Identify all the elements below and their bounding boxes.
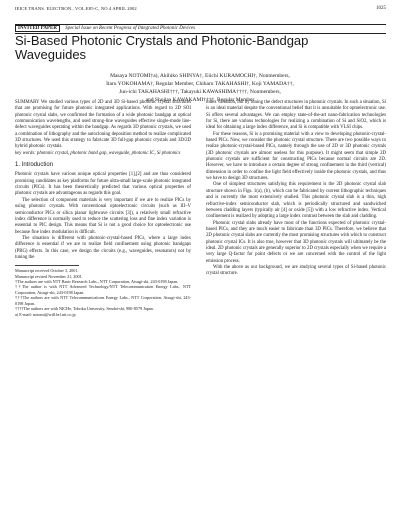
authors-line-2: Itaru YOKOHAMA†, Regular Member, Chiharu TAKAHASHI†, Koji YAMADA††, <box>106 81 294 87</box>
footnote: Manuscript received October 3, 2001. <box>15 268 79 274</box>
footnote-rule <box>15 265 79 266</box>
intro-paragraph-1: Photonic crystals have various unique optical properties [1],[2] and are thus considered promising candidates as key platforms for future ultra-small large-scale photonic integrated circuits (PICs). It has been theoretically predicted that various optical properties of photonic crystals are advantageous as regards this goal. <box>15 172 191 197</box>
right-column <box>206 100 386 278</box>
running-head: IEICE TRANS. ELECTRON., VOL.E85-C, NO.4 APRIL 2002 <box>15 6 137 11</box>
paper-title <box>15 34 308 62</box>
summary-text: SUMMARY We studied various types of 2D and 3D Si-based photonic crystal structures that are promising for future photonic integrated applications. With regard to 2D SOI photonic crystal slabs, we confirmed the formation of a wide photonic bandgap at optical communication wavelengths, and used strong-line waveguides effective single-mode line-defect waveguides operating within the bandgap. As regards 3D photonic crystals, we used a combination of lithography and the autocloning deposition method to realize complicated 3D structures. We used this strategy to fabricate 3D full-gap photonic crystals and 3D/2D hybrid photonic crystals. <box>15 100 191 150</box>
footnote: Manuscript revised November 21, 2001. <box>15 273 83 279</box>
footnote: ††The author is with NTT Advanced Technology/NTT Telecommunication Energy Labs., NTT Corporation, Atsugi-shi, 243-0198 Japan. <box>15 284 191 295</box>
authors-line-1: Masaya NOTOMI†a), Akihiko SHINYA†, Eiichi KURAMOCHI†, Nonmembers, <box>110 73 290 79</box>
title-line-1: Si-Based Photonic Crystals and Photonic-Bandgap <box>15 33 309 48</box>
body-paragraph-5: With the above as our background, we are studying several types of Si-based photonic crystal structure. <box>206 264 386 277</box>
title-line-2: Waveguides <box>15 47 87 62</box>
body-paragraph-4: Photonic crystal slabs already have most of the functions expected of photonic crystal-based PICs, and they are much easier to fabricate than 3D PICs. Therefore, we believe that 2D photonic crystal slabs are currently the most promising structures with which to construct photonic crystal ICs. It is also true, however that 3D photonic crystals will ultimately be the ideal. 2D photonic crystals are generally superior to 2D crystals especially when we require a very large Q-factor for point defects or we are concerned with the control of the light emission process. <box>206 220 386 264</box>
section-heading: 1. Introduction <box>15 162 54 169</box>
left-column <box>15 100 191 317</box>
footnote: †The authors are with NTT Basic Research Labs., NTT Corporation, Atsugi-shi, 243-0198 Japan. <box>15 279 179 285</box>
footnote: ††††The authors are with NICHe, Tohoku University, Sendai-shi, 980-8579 Japan. <box>15 306 154 312</box>
footnote-email: a) E-mail: notomi@will.brl.ntt.co.jp <box>15 311 76 317</box>
intro-paragraph-2: The selection of component materials is very important if we are to realize PICs by using photonic crystals. With conventional optoelectronic circuits (such as III–V semiconductor PICs or silica planar lightwave circuits [3]), a relatively small refractive index difference is normally used to reduce the scattering loss and fine index variation is essential to PIC design. This means that Si is not a good choice for optoelectronic use because fine index modulation is difficult. <box>15 197 191 235</box>
footnote: †††The authors are with NTT Telecommunications Energy Labs., NTT Corporation, Atsugi-shi, 243-0198 Japan. <box>15 295 191 306</box>
intro-paragraph-3: The situation is different with photonic-crystal-based PICs, where a large index difference is essential if we are to realize field confinement using photonic bandgaps (PBG) effects. In this case, we design the circuits (e.g., waveguides, resonators) not by tuning the <box>15 235 191 260</box>
keywords: key words: photonic crystal, photonic band gap, waveguide, photonic IC, Si photonics <box>15 150 181 156</box>
authors-line-3: Jun-ichi TAKAHASHI†††, Takayuki KAWASHIMA††††, Nonmembers, <box>119 89 281 95</box>
invited-paper-tag: INVITED PAPER <box>15 25 60 32</box>
body-paragraph-3: One of simplest structures satisfying this requirement is the 2D photonic crystal slab structure shown in Figs. 1(a), (b), which can be fabricated by current lithographic techniques and is currently the most extensively studied. This photonic crystal slab is a thin, high refractive-index semiconductor slab, which is periodically structured and sandwiched between cladding layers (typically air [4] or oxide [5]) with a low refractive index. Vertical confinement is realized by adopting a large index contrast between the slab and cladding. <box>206 182 386 220</box>
page-number: 1025 <box>376 6 386 11</box>
body-paragraph-2: For these reasons, Si is a promising material with a view to developing photonic-crystal-based PICs. Now, we consider the photonic crystal structure. There are two possible ways to realize photonic-crystal-based PICs, namely through the use of 2D or 3D photonic crystals (3D photonic crystals are almost useless for this purpose). It might seem that simple 2D photonic crystals are sufficient for constructing PICs because normal circuits are 2D. However, we have to introduce a certain degree of strong confinement in the third (vertical) dimension in order to confine the light field effectively inside the photonic crystals, and thus we have to design 3D structures. <box>206 131 386 182</box>
body-paragraph-1: index variation, but by tuning the defect structures in photonic crystals. In such a situation, Si is an ideal material despite the conventional belief that it is unsuitable for optoelectronic use. Si offers several advantages. We can employ state-of-the-art nano-fabrication technologies for Si, there are various technologies for realizing a combination of Si and SiO2, which is ideal for obtaining a large index difference, and Si is compatible with VLSI chips. <box>206 100 386 131</box>
authors-line-4: and Shojiro KAWAKAMI††††, Regular Member <box>145 97 255 103</box>
special-issue-note: Special Issue on Recent Progress of Integrated Photonic Devices <box>65 26 196 31</box>
